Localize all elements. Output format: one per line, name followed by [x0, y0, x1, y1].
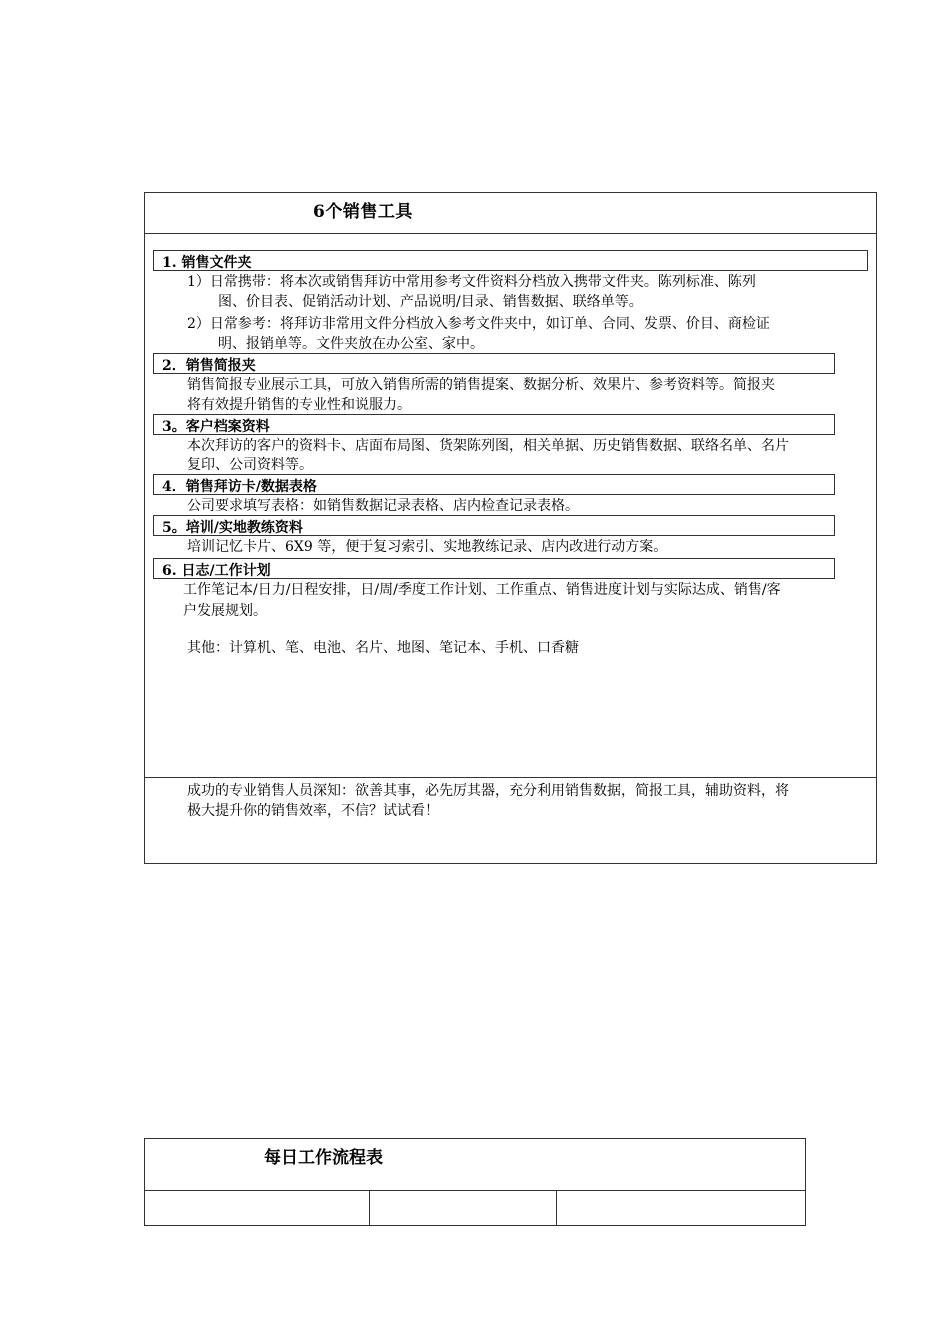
sales-tools-title: 6个销售工具	[313, 202, 413, 222]
section-5-line: 培训记忆卡片、6X9 等，便于复习索引、实地教练记录、店内改进行动方案。	[187, 539, 668, 555]
section-3-heading: 3。客户档案资料	[162, 419, 270, 435]
others-line: 其他：计算机、笔、电池、名片、地图、笔记本、手机、口香糖	[187, 640, 579, 656]
daily-column-divider	[369, 1190, 370, 1225]
section-6-line: 户发展规划。	[183, 603, 267, 619]
section-2-line: 将有效提升销售的专业性和说服力。	[187, 397, 411, 413]
section-5-heading: 5。培训/实地教练资料	[162, 520, 303, 536]
section-3-line: 复印、公司资料等。	[187, 457, 313, 473]
section-1-line: 2）日常参考：将拜访非常用文件分档放入参考文件夹中，如订单、合同、发票、价目、商检证	[187, 316, 770, 332]
section-1-line: 明、报销单等。文件夹放在办公室、家中。	[218, 336, 484, 352]
daily-header-divider	[145, 1190, 805, 1191]
daily-workflow-title: 每日工作流程表	[264, 1148, 383, 1168]
section-6-heading: 6. 日志/工作计划	[162, 563, 271, 579]
daily-workflow-table	[144, 1138, 806, 1226]
section-2-line: 销售简报专业展示工具，可放入销售所需的销售提案、数据分析、效果片、参考资料等。简报夹	[187, 377, 775, 393]
section-1-line: 图、价目表、促销活动计划、产品说明/目录、销售数据、联络单等。	[218, 294, 643, 310]
section-1-line: 1）日常携带：将本次或销售拜访中常用参考文件资料分档放入携带文件夹。陈列标准、陈列	[187, 274, 756, 290]
section-3-line: 本次拜访的客户的资料卡、店面布局图、货架陈列图，相关单据、历史销售数据、联络名单、名片	[187, 438, 789, 454]
section-4-line: 公司要求填写表格：如销售数据记录表格、店内检查记录表格。	[187, 498, 579, 514]
section-4-heading: 4．销售拜访卡/数据表格	[162, 479, 317, 495]
section-2-heading: 2．销售简报夹	[162, 358, 256, 374]
footer-divider	[145, 777, 876, 778]
daily-column-divider	[556, 1190, 557, 1225]
section-1-heading: 1. 销售文件夹	[162, 255, 252, 271]
section-6-line: 工作笔记本/日力/日程安排，日/周/季度工作计划、工作重点、销售进度计划与实际达成、销售/客	[183, 582, 781, 598]
title-divider	[145, 233, 876, 234]
footer-line: 成功的专业销售人员深知：欲善其事，必先厉其器，充分利用销售数据，简报工具，辅助资料，将	[187, 783, 789, 799]
section-1-header-box	[153, 250, 868, 271]
footer-line: 极大提升你的销售效率，不信？试试看！	[187, 803, 439, 819]
